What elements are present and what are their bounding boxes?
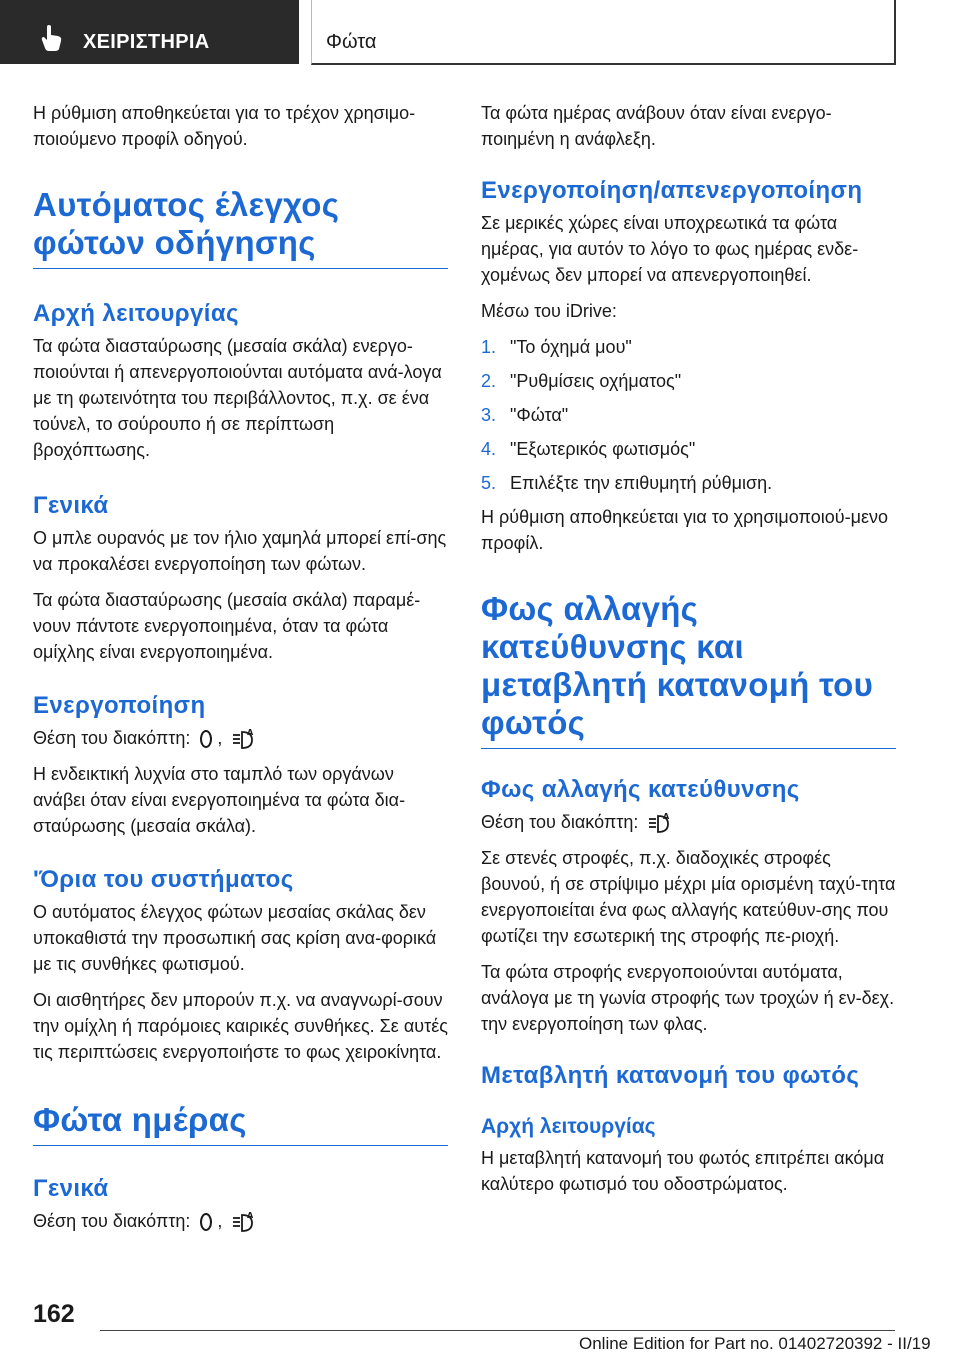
chapter-label: Φώτα [326, 31, 377, 53]
limits-title: 'Όρια του συστήματος [33, 866, 294, 893]
auto-light-icon [647, 812, 673, 834]
principle-text: Τα φώτα διασταύρωσης (μεσαία σκάλα) ενεργο‐ποιούνται ή απενεργοποιούνται αυτόματα ανά‐λογα με τη φωτεινότητα του περιβάλλοντος, π.χ. σε ένα τούνελ, το σούρουπο ή σε περίπτωση βροχόπτωσης. [33, 336, 442, 460]
via-idrive: Μέσω του iDrive: [481, 301, 617, 321]
general-text-2: Τα φώτα διασταύρωσης (μεσαία σκάλα) παραμέ‐νουν πάντοτε ενεργοποιημένα, όταν τα φώτα ομίχλης είναι ενεργοποιημένα. [33, 590, 421, 662]
daylights-title: Φώτα ημέρας [33, 1101, 448, 1146]
footer-divider [100, 1330, 895, 1331]
step-number: 5. [481, 473, 497, 493]
step-text: "Φώτα" [510, 405, 569, 425]
auto-headlights-title: Αυτόματος έλεγχος φώτων οδήγησης [33, 186, 448, 269]
header-chapter-tab [311, 0, 896, 65]
switch-position-label: Θέση του διακόπτη: [33, 728, 191, 748]
variable-title: Μεταβλητή κατανομή του φωτός [481, 1062, 860, 1089]
step-text: "Το όχημά μου" [510, 337, 632, 357]
step-number: 1. [481, 337, 497, 357]
cornering-switch-line [481, 809, 896, 835]
auto-light-icon [231, 728, 257, 750]
header-section-tab [0, 0, 299, 64]
switch-position-line [33, 725, 448, 751]
limits-text-1: Ο αυτόματος έλεγχος φώτων μεσαίας σκάλας δεν υποκαθιστά την προσωπική σας κρίση ανα‐φορικά με τις συνθήκες φωτισμού. [33, 902, 437, 974]
svg-text:A: A [247, 728, 254, 738]
cornering-text-1: Σε στενές στροφές, π.χ. διαδοχικές στροφές βουνού, ή σε στρίψιμο μέχρι μία ορισμένη ταχύ‐τητα ενεργοποιείται ένα φως αλλαγής κατεύθυν‐σης που φωτίζει την εσωτερική της στροφής πε‐ριοχή. [481, 848, 896, 946]
step-text: "Ρυθμίσεις οχήματος" [510, 371, 682, 391]
daylights-switch-label: Θέση του διακόπτη: [33, 1211, 191, 1231]
daylights-general-title: Γενικά [33, 1175, 109, 1202]
list-item [481, 470, 896, 496]
page-number: 162 [33, 1300, 75, 1328]
intro-text: Η ρύθμιση αποθηκεύεται για το τρέχον χρησιμο‐ποιούμενο προφίλ οδηγού. [33, 103, 416, 149]
step-number: 2. [481, 371, 497, 391]
section-label: ΧΕΙΡΙΣΤΗΡΙΑ [83, 31, 210, 53]
general-title: Γενικά [33, 492, 109, 519]
limits-text-2: Οι αισθητήρες δεν μπορούν π.χ. να αναγνωρί‐σουν την ομίχλη ή παρόμοιες καιρικές συνθήκες. Σε αυτές τις περιπτώσεις ενεργοποιήστε το φως χειροκίνητα. [33, 990, 448, 1062]
saved-text: Η ρύθμιση αποθηκεύεται για το χρησιμοποιού‐μενο προφίλ. [481, 507, 888, 553]
daylights-text: Τα φώτα ημέρας ανάβουν όταν είναι ενεργο‐ποιημένη η ανάφλεξη. [481, 103, 832, 149]
activation-text: Η ενδεικτική λυχνία στο ταμπλό των οργάνων ανάβει όταν είναι ενεργοποιημένα τα φώτα δια‐σταύρωσης (μεσαία σκάλα). [33, 764, 406, 836]
cornering-text-2: Τα φώτα στροφής ενεργοποιούνται αυτόματα, ανάλογα με τη γωνία στροφής των τροχών ή εν‐δεχ. την ενεργοποίηση των φλας. [481, 962, 895, 1034]
switch-zero-icon [199, 1212, 213, 1232]
cornering-main-title: Φως αλλαγής κατεύθυνσης και μεταβλητή κατανομή του φωτός [481, 590, 896, 749]
general-text-1: Ο μπλε ουρανός με τον ήλιο χαμηλά μπορεί επί‐σης να προκαλέσει ενεργοποίηση των φώτων. [33, 528, 447, 574]
edition-text: Online Edition for Part no. 01402720392 - II/19 [579, 1334, 931, 1353]
step-text: "Εξωτερικός φωτισμός" [510, 439, 696, 459]
list-item [481, 402, 896, 428]
step-number: 3. [481, 405, 497, 425]
onoff-title: Ενεργοποίηση/απενεργοποίηση [481, 177, 863, 204]
cornering-title: Φως αλλαγής κατεύθυνσης [481, 776, 800, 803]
svg-text:A: A [663, 812, 670, 822]
auto-light-icon [231, 1211, 257, 1233]
step-text: Επιλέξτε την επιθυμητή ρύθμιση. [510, 473, 773, 493]
svg-text:A: A [247, 1211, 254, 1221]
principle-title: Αρχή λειτουργίας [33, 300, 239, 327]
daylights-switch-line [33, 1208, 448, 1234]
list-item [481, 368, 896, 394]
hand-pointer-icon [40, 24, 64, 52]
variable-principle-text: Η μεταβλητή κατανομή του φωτός επιτρέπει ακόμα καλύτερο φωτισμό του οδοστρώματος. [481, 1148, 885, 1194]
list-item [481, 436, 896, 462]
right-column [481, 100, 896, 1207]
steps-list [481, 334, 896, 496]
variable-principle-title: Αρχή λειτουργίας [481, 1115, 656, 1138]
left-column [33, 100, 448, 1244]
step-number: 4. [481, 439, 497, 459]
onoff-text: Σε μερικές χώρες είναι υποχρεωτικά τα φώτα ημέρας, για αυτόν το λόγο το φως ημέρας ενδε‐χομένως δεν μπορεί να απενεργοποιηθεί. [481, 213, 859, 285]
switch-zero-icon [199, 729, 213, 749]
comma: , [217, 1211, 223, 1231]
list-item [481, 334, 896, 360]
comma: , [217, 728, 223, 748]
cornering-switch-label: Θέση του διακόπτη: [481, 812, 639, 832]
activation-title: Ενεργοποίηση [33, 692, 206, 719]
